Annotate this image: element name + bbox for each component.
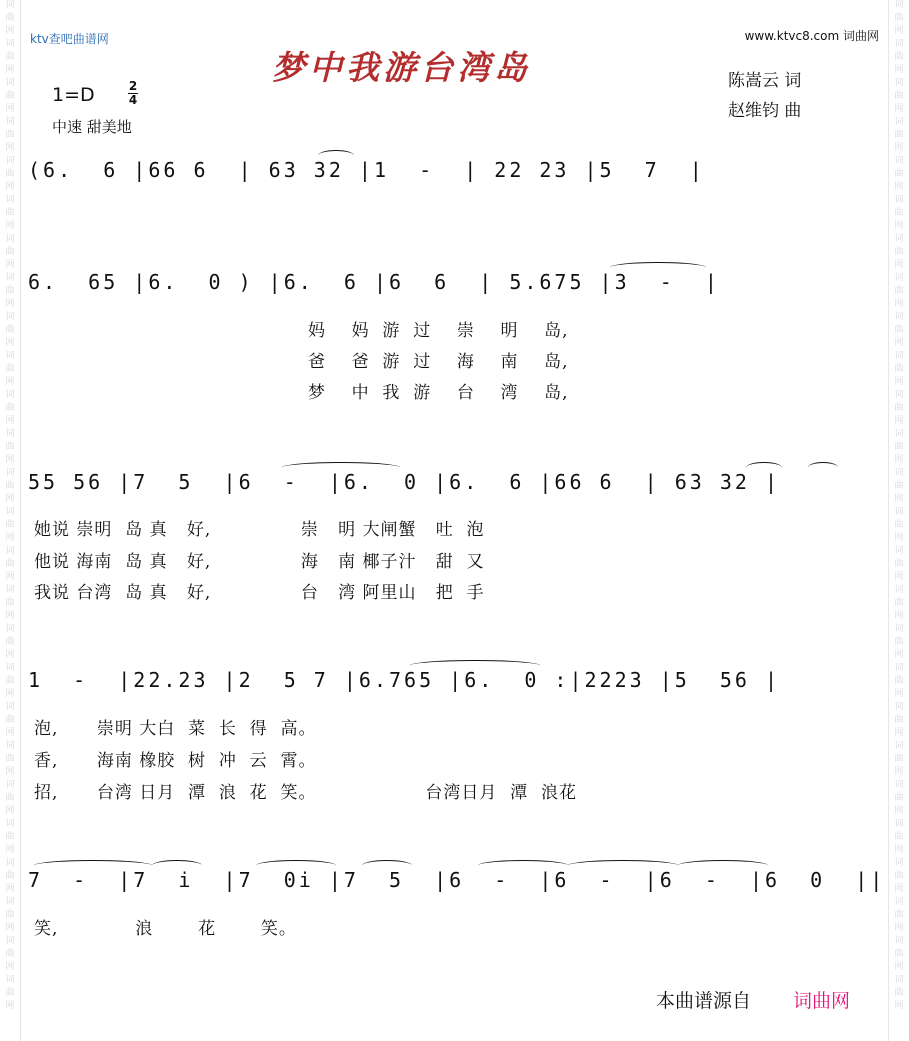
lyric-line-2-verse-3: 梦 中 我 游 台 湾 岛,	[308, 383, 569, 403]
watermark-glyph: 词	[894, 117, 904, 127]
right-watermark-strip	[888, 0, 909, 1041]
watermark-glyph: 网	[894, 650, 904, 660]
watermark-glyph: 网	[5, 104, 15, 114]
watermark-glyph: 网	[5, 494, 15, 504]
watermark-glyph: 网	[894, 143, 904, 153]
key-signature: 1=D	[52, 84, 95, 106]
watermark-glyph: 网	[894, 962, 904, 972]
watermark-glyph: 网	[894, 845, 904, 855]
watermark-glyph: 曲	[894, 676, 904, 686]
watermark-glyph: 曲	[5, 13, 15, 23]
watermark-glyph: 网	[5, 767, 15, 777]
watermark-glyph: 网	[5, 65, 15, 75]
composer-credit: 赵维钧 曲	[728, 101, 802, 121]
watermark-glyph: 词	[894, 390, 904, 400]
watermark-glyph: 网	[894, 299, 904, 309]
watermark-glyph: 曲	[5, 52, 15, 62]
watermark-glyph: 网	[5, 221, 15, 231]
watermark-glyph: 网	[894, 26, 904, 36]
watermark-glyph: 曲	[5, 481, 15, 491]
watermark-glyph: 网	[5, 923, 15, 933]
notation-row-4: 1 - |22.23 |2 5 7 |6.765 |6. 0 :|2223 |5 56 |	[28, 668, 781, 692]
watermark-glyph: 曲	[894, 715, 904, 725]
watermark-glyph: 曲	[5, 793, 15, 803]
watermark-glyph: 曲	[894, 559, 904, 569]
watermark-glyph: 曲	[5, 832, 15, 842]
watermark-glyph: 词	[894, 0, 904, 10]
watermark-glyph: 曲	[894, 130, 904, 140]
watermark-glyph: 曲	[5, 676, 15, 686]
watermark-glyph: 曲	[5, 988, 15, 998]
watermark-glyph: 网	[894, 572, 904, 582]
watermark-glyph: 网	[894, 728, 904, 738]
watermark-glyph: 网	[894, 104, 904, 114]
watermark-glyph: 网	[5, 845, 15, 855]
lyric-line-2-verse-2: 爸 爸 游 过 海 南 岛,	[308, 352, 569, 372]
watermark-glyph: 曲	[5, 871, 15, 881]
watermark-glyph: 词	[5, 234, 15, 244]
lyric-line-3-verse-3: 我说 台湾 岛 真 好, 台 湾 阿里山 把 手	[34, 583, 485, 603]
watermark-glyph: 网	[5, 26, 15, 36]
watermark-glyph: 词	[5, 78, 15, 88]
watermark-glyph: 曲	[894, 325, 904, 335]
watermark-glyph: 曲	[894, 910, 904, 920]
watermark-glyph: 曲	[894, 286, 904, 296]
watermark-glyph: 曲	[894, 949, 904, 959]
watermark-glyph: 词	[894, 273, 904, 283]
watermark-glyph: 曲	[894, 364, 904, 374]
watermark-glyph: 曲	[5, 208, 15, 218]
watermark-glyph: 词	[894, 897, 904, 907]
watermark-glyph: 曲	[894, 52, 904, 62]
watermark-glyph: 曲	[5, 130, 15, 140]
watermark-glyph: 词	[5, 585, 15, 595]
footer-source-brand[interactable]: 词曲网	[793, 990, 851, 1012]
watermark-glyph: 曲	[5, 598, 15, 608]
watermark-glyph: 曲	[894, 598, 904, 608]
notation-row-5: 7 - |7 i |7 0i |7 5 |6 - |6 - |6 - |6 0 ||	[28, 868, 886, 892]
watermark-glyph: 曲	[894, 481, 904, 491]
watermark-glyph: 曲	[894, 793, 904, 803]
watermark-glyph: 词	[5, 195, 15, 205]
watermark-glyph: 词	[894, 585, 904, 595]
watermark-glyph: 曲	[894, 208, 904, 218]
watermark-glyph: 词	[5, 507, 15, 517]
watermark-glyph: 词	[894, 741, 904, 751]
site-watermark-right: www.ktvc8.com 词曲网	[744, 29, 879, 43]
watermark-glyph: 曲	[894, 754, 904, 764]
watermark-glyph: 网	[894, 260, 904, 270]
watermark-glyph: 词	[5, 156, 15, 166]
lyric-line-2-verse-1: 妈 妈 游 过 崇 明 岛,	[308, 321, 569, 341]
watermark-glyph: 词	[5, 312, 15, 322]
watermark-glyph: 词	[894, 624, 904, 634]
watermark-glyph: 词	[5, 936, 15, 946]
watermark-glyph: 词	[5, 819, 15, 829]
watermark-glyph: 网	[894, 767, 904, 777]
watermark-glyph: 网	[5, 533, 15, 543]
watermark-glyph: 网	[894, 689, 904, 699]
watermark-glyph: 网	[5, 455, 15, 465]
watermark-glyph: 词	[894, 663, 904, 673]
watermark-glyph: 词	[894, 429, 904, 439]
left-watermark-strip	[0, 0, 21, 1041]
watermark-glyph: 词	[894, 234, 904, 244]
notation-row-3: 55 56 |7 5 |6 - |6. 0 |6. 6 |66 6 | 63 32 |	[28, 470, 781, 494]
watermark-glyph: 曲	[894, 988, 904, 998]
lyric-line-4-verse-3: 招, 台湾 日月 潭 浪 花 笑。 台湾日月 潭 浪花	[34, 783, 577, 803]
watermark-glyph: 词	[894, 858, 904, 868]
watermark-glyph: 网	[5, 728, 15, 738]
watermark-glyph: 网	[894, 221, 904, 231]
watermark-glyph: 词	[894, 351, 904, 361]
watermark-glyph: 词	[894, 819, 904, 829]
lyric-line-3-verse-2: 他说 海南 岛 真 好, 海 南 椰子汁 甜 又	[34, 552, 485, 572]
watermark-glyph: 网	[5, 962, 15, 972]
watermark-glyph: 曲	[5, 637, 15, 647]
watermark-glyph: 网	[5, 338, 15, 348]
watermark-glyph: 网	[894, 377, 904, 387]
watermark-glyph: 词	[5, 702, 15, 712]
watermark-glyph: 词	[5, 117, 15, 127]
watermark-glyph: 词	[5, 975, 15, 985]
watermark-glyph: 网	[5, 1001, 15, 1011]
watermark-glyph: 词	[5, 468, 15, 478]
watermark-glyph: 曲	[5, 520, 15, 530]
watermark-glyph: 词	[5, 858, 15, 868]
watermark-glyph: 词	[5, 741, 15, 751]
watermark-glyph: 网	[5, 260, 15, 270]
footer-source-label: 本曲谱源自	[656, 990, 752, 1012]
watermark-glyph: 网	[5, 572, 15, 582]
watermark-glyph: 网	[5, 650, 15, 660]
lyric-line-3-verse-1: 她说 崇明 岛 真 好, 崇 明 大闸蟹 吐 泡	[34, 520, 485, 540]
watermark-glyph: 曲	[894, 871, 904, 881]
watermark-glyph: 曲	[894, 637, 904, 647]
watermark-glyph: 词	[894, 156, 904, 166]
watermark-glyph: 曲	[894, 520, 904, 530]
watermark-glyph: 曲	[894, 13, 904, 23]
watermark-glyph: 网	[5, 689, 15, 699]
watermark-glyph: 词	[894, 507, 904, 517]
watermark-glyph: 网	[5, 416, 15, 426]
site-watermark-left: ktv查吧曲谱网	[30, 32, 109, 46]
watermark-glyph: 网	[894, 533, 904, 543]
watermark-glyph: 网	[894, 455, 904, 465]
notation-row-2: 6. 65 |6. 0 ) |6. 6 |6 6 | 5.675 |3 - |	[28, 270, 720, 294]
lyric-line-4-verse-1: 泡, 崇明 大白 菜 长 得 高。	[34, 719, 317, 739]
song-title: 梦中我游台湾岛	[272, 48, 531, 87]
watermark-glyph: 曲	[5, 364, 15, 374]
watermark-glyph: 网	[894, 494, 904, 504]
watermark-glyph: 词	[894, 195, 904, 205]
watermark-glyph: 曲	[5, 91, 15, 101]
watermark-glyph: 词	[5, 429, 15, 439]
time-signature-top: 2	[128, 79, 138, 93]
watermark-glyph: 曲	[894, 403, 904, 413]
lyric-line-4-verse-2: 香, 海南 橡胶 树 冲 云 霄。	[34, 751, 317, 771]
watermark-glyph: 网	[894, 611, 904, 621]
watermark-glyph: 词	[894, 312, 904, 322]
watermark-glyph: 曲	[5, 403, 15, 413]
watermark-glyph: 词	[5, 624, 15, 634]
watermark-glyph: 曲	[5, 169, 15, 179]
tempo-marking: 中速 甜美地	[52, 118, 132, 136]
watermark-glyph: 网	[5, 182, 15, 192]
slur-arc	[808, 462, 838, 473]
watermark-glyph: 曲	[5, 442, 15, 452]
watermark-glyph: 词	[5, 273, 15, 283]
watermark-glyph: 网	[5, 377, 15, 387]
watermark-glyph: 曲	[5, 949, 15, 959]
watermark-glyph: 网	[894, 1001, 904, 1011]
watermark-glyph: 词	[5, 780, 15, 790]
lyric-line-5-verse-1: 笑, 浪 花 笑。	[34, 919, 297, 939]
notation-row-1: (6. 6 |66 6 | 63 32 |1 - | 22 23 |5 7 |	[28, 158, 705, 182]
watermark-glyph: 词	[5, 546, 15, 556]
watermark-glyph: 网	[894, 416, 904, 426]
watermark-glyph: 网	[894, 65, 904, 75]
watermark-glyph: 曲	[894, 91, 904, 101]
watermark-glyph: 词	[894, 78, 904, 88]
watermark-glyph: 曲	[894, 247, 904, 257]
watermark-glyph: 网	[5, 806, 15, 816]
watermark-glyph: 曲	[5, 247, 15, 257]
watermark-glyph: 网	[894, 338, 904, 348]
watermark-glyph: 网	[5, 611, 15, 621]
lyricist-credit: 陈嵩云 词	[728, 71, 802, 91]
watermark-glyph: 词	[5, 663, 15, 673]
watermark-glyph: 网	[894, 884, 904, 894]
watermark-glyph: 网	[894, 806, 904, 816]
watermark-glyph: 词	[894, 975, 904, 985]
watermark-glyph: 曲	[5, 286, 15, 296]
watermark-glyph: 网	[894, 182, 904, 192]
time-signature-bottom: 4	[128, 93, 138, 107]
watermark-glyph: 词	[894, 702, 904, 712]
watermark-glyph: 词	[5, 351, 15, 361]
watermark-glyph: 曲	[5, 715, 15, 725]
watermark-glyph: 网	[5, 884, 15, 894]
watermark-glyph: 曲	[5, 754, 15, 764]
watermark-glyph: 词	[894, 936, 904, 946]
watermark-glyph: 网	[5, 299, 15, 309]
time-signature	[128, 80, 138, 107]
watermark-glyph: 曲	[894, 832, 904, 842]
watermark-glyph: 曲	[894, 169, 904, 179]
watermark-glyph: 词	[894, 780, 904, 790]
watermark-glyph: 曲	[5, 559, 15, 569]
watermark-glyph: 词	[894, 468, 904, 478]
watermark-glyph: 词	[5, 39, 15, 49]
watermark-glyph: 曲	[894, 442, 904, 452]
watermark-glyph: 词	[894, 39, 904, 49]
watermark-glyph: 词	[894, 546, 904, 556]
watermark-glyph: 词	[5, 390, 15, 400]
watermark-glyph: 词	[5, 0, 15, 10]
watermark-glyph: 词	[5, 897, 15, 907]
watermark-glyph: 曲	[5, 325, 15, 335]
credits	[728, 66, 801, 126]
watermark-glyph: 网	[5, 143, 15, 153]
watermark-glyph: 网	[894, 923, 904, 933]
watermark-glyph: 曲	[5, 910, 15, 920]
